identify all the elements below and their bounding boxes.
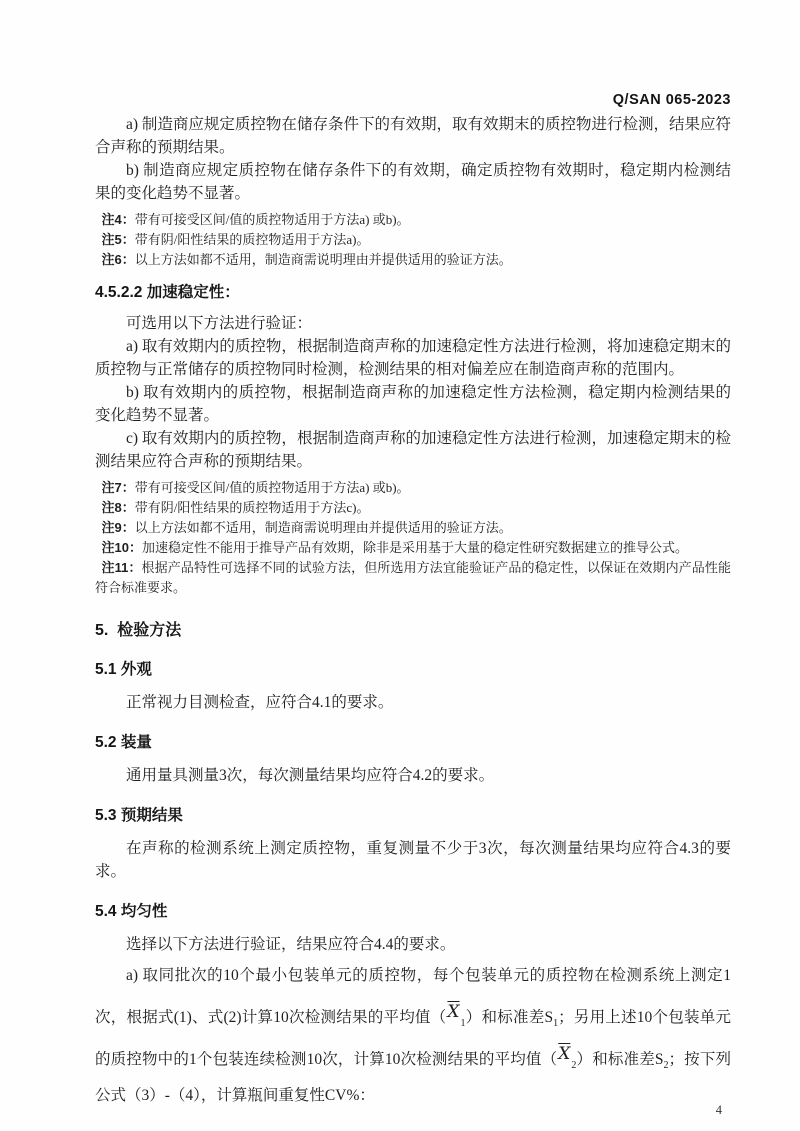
standard-code-header: Q/SAN 065-2023: [612, 92, 731, 108]
expected-result-body: 在声称的检测系统上测定质控物，重复测量不少于3次，每次测量结果均应符合4.3的要求。: [95, 840, 731, 880]
note-9-label: 注9：: [101, 520, 135, 535]
accelerated-method-b: b) 取有效期内的质控物，根据制造商声称的加速稳定性方法检测，稳定期内检测结果的变化趋势不显著。: [95, 384, 731, 424]
note-9: [95, 518, 731, 538]
s1-subscript: 1: [553, 1018, 559, 1030]
appearance-body: 正常视力目测检查，应符合4.1的要求。: [126, 694, 394, 711]
note-7: [95, 478, 731, 498]
note-8: [95, 498, 731, 518]
note-5-label: 注5：: [101, 232, 135, 247]
note-6: [95, 250, 731, 270]
formula-text-segment: a) 取同批次的10个最小包装单元的质控物，每个包装单元的质控物在检测系统上测定1次，根据式(1)、式(2)计算10次检测结果的平均值（: [95, 967, 731, 1026]
accelerated-method-a: a) 取有效期内的质控物，根据制造商声称的加速稳定性方法进行检测，将加速稳定期末的质控物与正常储存的质控物同时检测，检测结果的相对偏差应在制造商声称的范围内。: [95, 338, 731, 378]
note-8-text: 带有阴/阳性结果的质控物适用于方法c)。: [134, 500, 370, 515]
note-4: [95, 210, 731, 230]
xbar2-subscript: 2: [571, 1060, 577, 1072]
heading-expected-result: 5.3 预期结果: [95, 807, 183, 824]
formula-text-segment: ；按下列公式（3）-（4），计算瓶间重复性CV%：: [95, 1051, 731, 1104]
heading-appearance: 5.1 外观: [95, 661, 152, 678]
heading-fill-volume: 5.2 装量: [95, 734, 152, 751]
formula-text-segment: ）和标准差S: [465, 1009, 554, 1026]
note-6-label: 注6：: [101, 252, 135, 267]
storage-notes: [95, 210, 731, 270]
note-10: [95, 538, 731, 558]
heading-homogeneity: 5.4 均匀性: [95, 903, 168, 920]
storage-method-b: b) 制造商应规定质控物在储存条件下的有效期，确定质控物有效期时，稳定期内检测结果的变化趋势不显著。: [95, 162, 731, 202]
note-7-text: 带有可接受区间/值的质控物适用于方法a) 或b)。: [134, 480, 410, 495]
note-9-text: 以上方法如都不适用，制造商需说明理由并提供适用的验证方法。: [134, 520, 512, 535]
homogeneity-intro: 选择以下方法进行验证，结果应符合4.4的要求。: [126, 936, 456, 953]
page-content: [95, 0, 731, 1114]
note-5-text: 带有阴/阳性结果的质控物适用于方法a)。: [134, 232, 370, 247]
note-6-text: 以上方法如都不适用，制造商需说明理由并提供适用的验证方法。: [134, 252, 512, 267]
homogeneity-method-a: [95, 958, 731, 1114]
xbar2-symbol: $\overline{X}$: [558, 1044, 571, 1064]
fill-volume-body: 通用量具测量3次，每次测量结果均应符合4.2的要求。: [126, 767, 495, 784]
note-4-label: 注4：: [101, 212, 135, 227]
heading-inspection-methods: 5. 检验方法: [95, 622, 182, 639]
page-number: 4: [715, 1103, 722, 1117]
note-4-text: 带有可接受区间/值的质控物适用于方法a) 或b)。: [134, 212, 410, 227]
note-10-label: 注10：: [101, 540, 142, 555]
accelerated-notes: [95, 478, 731, 598]
accelerated-method-c: c) 取有效期内的质控物，根据制造商声称的加速稳定性方法进行检测，加速稳定期末的检测结果应符合声称的预期结果。: [95, 430, 731, 470]
xbar1-subscript: 1: [460, 1018, 466, 1030]
note-11-label: 注11：: [101, 560, 142, 575]
xbar1-symbol: $\overline{X}$: [447, 1002, 460, 1022]
note-7-label: 注7：: [101, 480, 135, 495]
heading-accelerated-stability: 4.5.2.2 加速稳定性：: [95, 284, 240, 301]
note-10-text: 加速稳定性不能用于推导产品有效期，除非是采用基于大量的稳定性研究数据建立的推导公式。: [141, 540, 688, 555]
storage-method-a: a) 制造商应规定质控物在储存条件下的有效期，取有效期末的质控物进行检测，结果应符合声称的预期结果。: [95, 116, 731, 156]
note-5: [95, 230, 731, 250]
note-11: [95, 558, 731, 598]
formula-text-segment: ）和标准差S: [576, 1051, 664, 1068]
s2-subscript: 2: [663, 1060, 669, 1072]
note-8-label: 注8：: [101, 500, 135, 515]
note-11-text: 根据产品特性可选择不同的试验方法，但所选用方法宜能验证产品的稳定性，以保证在效期内产品性能符合标准要求。: [95, 560, 731, 595]
storage-stability-section: [95, 113, 731, 205]
formula-text-segment: ；另用上述10个包装单元的质控物中的1个包装连续检测10次，计算10次检测结果的平均值（: [95, 1009, 731, 1068]
accelerated-intro: 可选用以下方法进行验证：: [126, 315, 313, 332]
